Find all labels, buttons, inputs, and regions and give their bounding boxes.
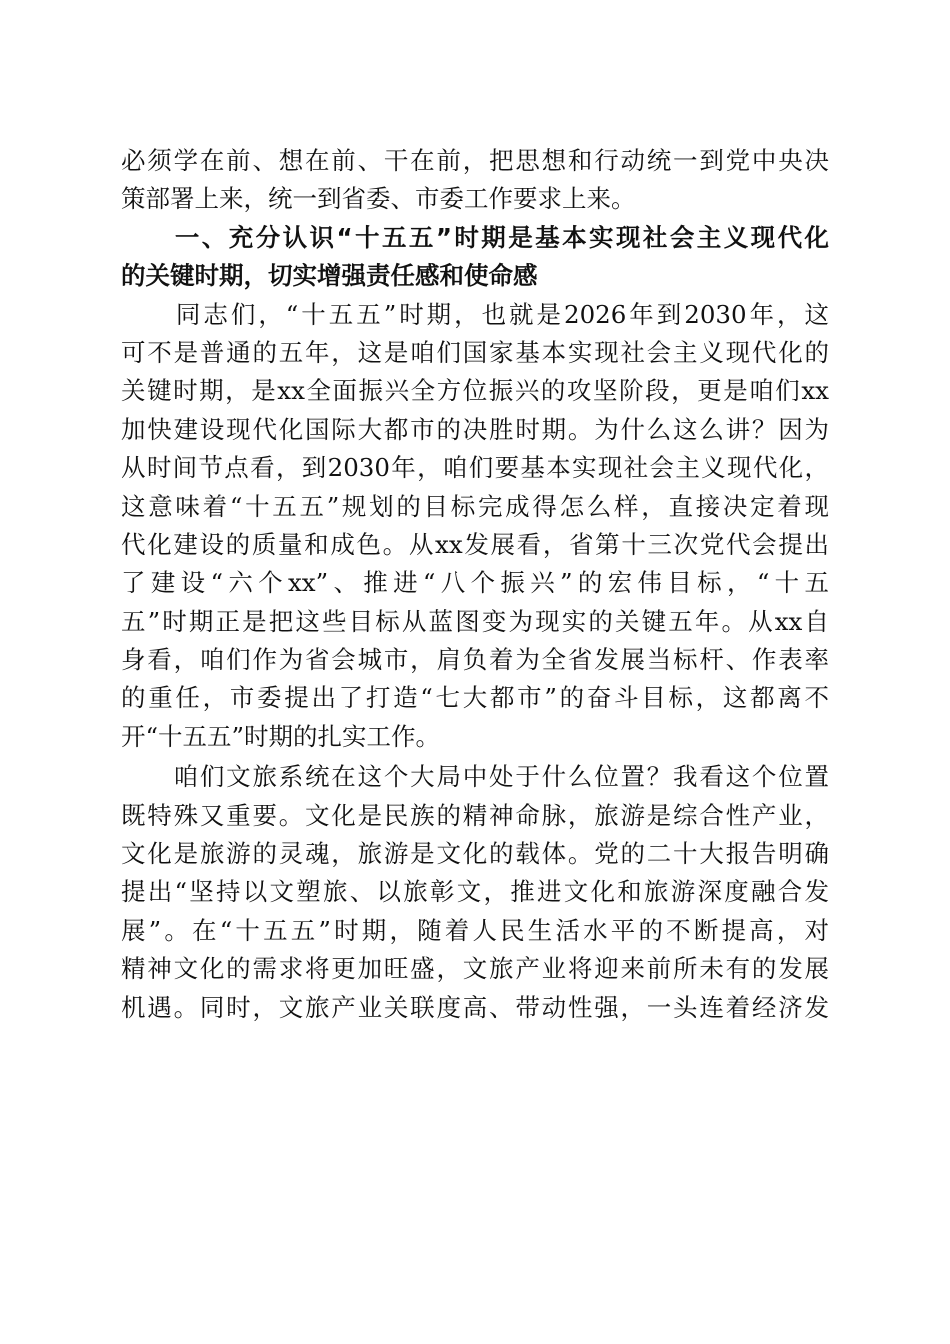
text-line: 策部署上来，统一到省委、市委工作要求上来。 bbox=[121, 184, 636, 214]
text-line: 了建设“六个xx”、推进“八个振兴”的宏伟目标，“十五 bbox=[121, 568, 829, 598]
paragraph-significance bbox=[121, 296, 829, 757]
text-line: 提出“坚持以文塑旅、以旅彰文，推进文化和旅游深度融合发 bbox=[121, 877, 829, 907]
paragraph-culture-tourism bbox=[121, 758, 829, 1027]
section-heading bbox=[121, 219, 829, 296]
text-line: 从时间节点看，到2030年，咱们要基本实现社会主义现代化， bbox=[121, 453, 829, 483]
text-line: 开“十五五”时期的扎实工作。 bbox=[121, 721, 441, 751]
paragraph-continuation bbox=[121, 142, 829, 219]
text-line: 五”时期正是把这些目标从蓝图变为现实的关键五年。从xx自 bbox=[121, 606, 829, 636]
text-line: 代化建设的质量和成色。从xx发展看，省第十三次党代会提出 bbox=[121, 529, 829, 559]
text-line: 关键时期，是xx全面振兴全方位振兴的攻坚阶段，更是咱们xx bbox=[121, 376, 829, 406]
text-line: 身看，咱们作为省会城市，肩负着为全省发展当标杆、作表率 bbox=[121, 645, 829, 675]
document-page bbox=[121, 142, 829, 1027]
text-line: 展”。在“十五五”时期，随着人民生活水平的不断提高，对 bbox=[121, 915, 829, 945]
text-line: 必须学在前、想在前、干在前，把思想和行动统一到党中央决 bbox=[121, 146, 829, 175]
text-line: 可不是普通的五年，这是咱们国家基本实现社会主义现代化的 bbox=[121, 337, 829, 367]
text-line: 同志们，“十五五”时期，也就是2026年到2030年，这 bbox=[121, 299, 829, 329]
text-line: 这意味着“十五五”规划的目标完成得怎么样，直接决定着现 bbox=[121, 491, 829, 521]
text-line: 的重任，市委提出了打造“七大都市”的奋斗目标，这都离不 bbox=[121, 683, 829, 713]
text-line: 加快建设现代化国际大都市的决胜时期。为什么这么讲？因为 bbox=[121, 414, 829, 444]
text-line: 机遇。同时，文旅产业关联度高、带动性强，一头连着经济发 bbox=[121, 992, 829, 1022]
heading-line: 的关键时期，切实增强责任感和使命感 bbox=[121, 261, 538, 291]
text-line: 精神文化的需求将更加旺盛，文旅产业将迎来前所未有的发展 bbox=[121, 954, 829, 984]
text-line: 文化是旅游的灵魂，旅游是文化的载体。党的二十大报告明确 bbox=[121, 839, 829, 869]
text-line: 既特殊又重要。文化是民族的精神命脉，旅游是综合性产业， bbox=[121, 800, 829, 830]
heading-line: 一、充分认识“十五五”时期是基本实现社会主义现代化 bbox=[121, 222, 829, 252]
text-line: 咱们文旅系统在这个大局中处于什么位置？我看这个位置 bbox=[121, 762, 829, 792]
